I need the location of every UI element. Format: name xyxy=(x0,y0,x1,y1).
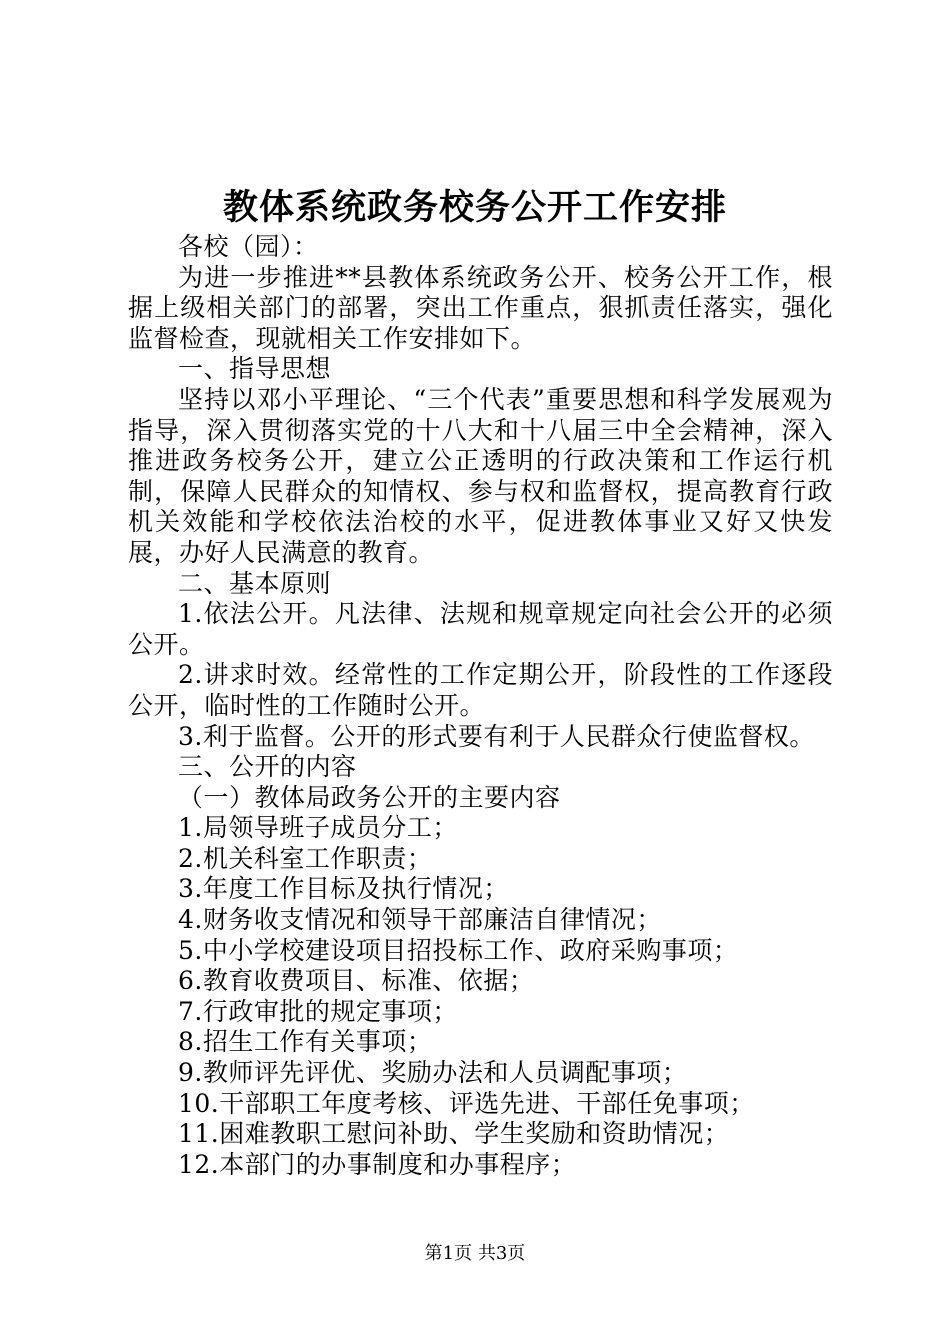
principle-item: 3.利于监督。公开的形式要有利于人民群众行使监督权。 xyxy=(178,721,815,751)
document-body xyxy=(128,232,833,1180)
content-list-item: 11.困难教职工慰问补助、学生奖励和资助情况； xyxy=(178,1119,730,1149)
subsection-heading: （一）教体局政务公开的主要内容 xyxy=(178,782,561,812)
page-number-footer: 第1页 共3页 xyxy=(424,1243,526,1264)
content-list-item: 10.干部职工年度考核、评选先进、干部任免事项； xyxy=(178,1088,755,1118)
content-list-item: 2.机关科室工作职责； xyxy=(178,843,433,873)
section-heading-disclosure-content: 三、公开的内容 xyxy=(178,752,357,782)
content-list-item: 1.局领导班子成员分工； xyxy=(178,813,458,843)
content-list-item: 9.教师评先评优、奖励办法和人员调配事项； xyxy=(178,1058,688,1088)
section-heading-guiding-ideology: 一、指导思想 xyxy=(178,354,332,384)
content-list-item: 3.年度工作目标及执行情况； xyxy=(178,874,509,904)
content-list-item: 7.行政审批的规定事项； xyxy=(178,996,458,1026)
intro-paragraph: 为进一步推进**县教体系统政务公开、校务公开工作，根据上级相关部门的部署，突出工作重点，狠抓责任落实，强化监督检查，现就相关工作安排如下。 xyxy=(128,262,833,353)
content-list-item: 12.本部门的办事制度和办事程序； xyxy=(178,1149,577,1179)
guiding-ideology-paragraph: 坚持以邓小平理论、“三个代表”重要思想和科学发展观为指导，深入贯彻落实党的十八大和十八届三中全会精神，深入推进政务校务公开，建立公正透明的行政决策和工作运行机制，保障人民群众的知情权、参与权和监督权，提高教育行政机关效能和学校依法治校的水平，促进教体事业又好又快发展，办好人民满意的教育。 xyxy=(128,384,833,567)
content-list-item: 8.招生工作有关事项； xyxy=(178,1027,433,1057)
content-list-item: 6.教育收费项目、标准、依据； xyxy=(178,966,535,996)
principle-item: 1.依法公开。凡法律、法规和规章规定向社会公开的必须公开。 xyxy=(128,599,833,659)
principle-item: 2.讲求时效。经常性的工作定期公开，阶段性的工作逐段公开，临时性的工作随时公开。 xyxy=(128,660,833,720)
section-heading-basic-principles: 二、基本原则 xyxy=(178,568,332,598)
page-title: 教体系统政务校务公开工作安排 xyxy=(222,187,727,228)
content-list-item: 4.财务收支情况和领导干部廉洁自律情况； xyxy=(178,905,662,935)
salutation: 各校（园）： xyxy=(178,232,319,261)
content-list-item: 5.中小学校建设项目招投标工作、政府采购事项； xyxy=(178,935,739,965)
